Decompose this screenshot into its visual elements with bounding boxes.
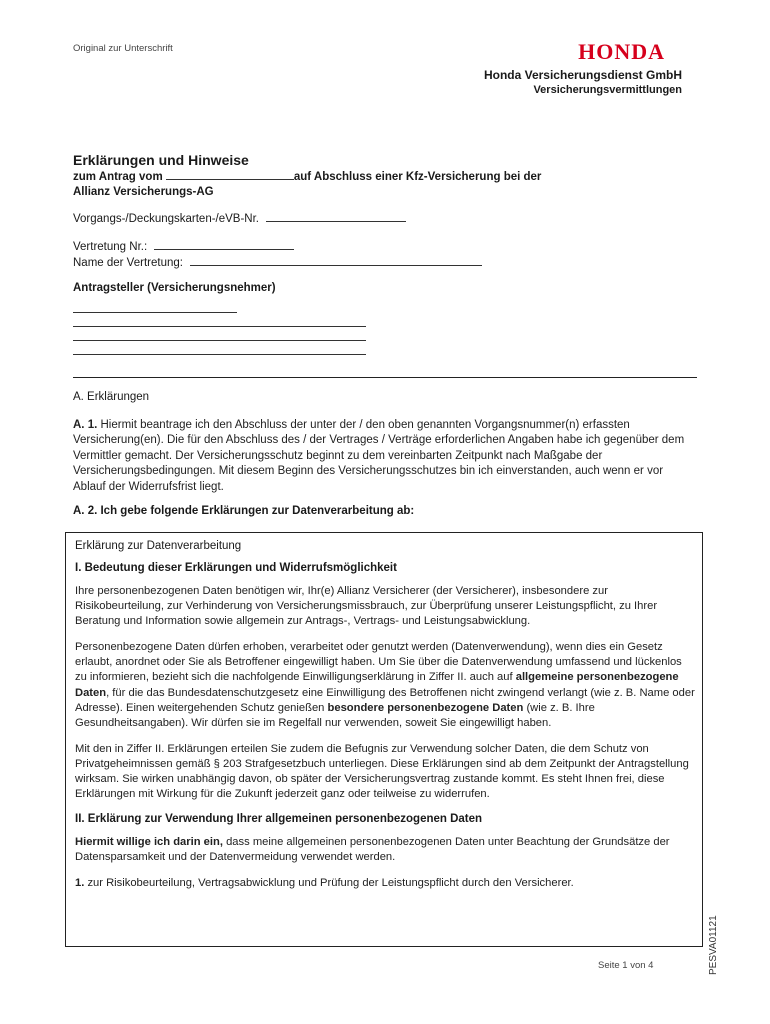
- p2-bold-allgemeine: allgemeine personenbezogene Daten: [75, 671, 679, 699]
- document-subtitle: [73, 168, 653, 200]
- a1-number: A. 1.: [73, 419, 98, 431]
- antragsteller-line-4[interactable]: [73, 354, 366, 355]
- p4-bold: Hiermit willige ich darin ein,: [75, 836, 223, 849]
- page-number: Seite 1 von 4: [598, 960, 654, 971]
- vertretung-nr-row: [73, 238, 294, 253]
- vorgang-field[interactable]: [266, 210, 406, 222]
- p2-part-a: Personenbezogene Daten dürfen erhoben, verarbeitet oder genutzt werden (Datenverwendung), wenn dies ein Gesetz erlaubt, anordnet oder Sie als Betroffener eingewilligt haben. Um Sie über die Datenverwendung umfassend und lückenlos zu informieren, bezieht sich die nachfolgende Einwilligungserklärung in Ziffer II. auch auf: [75, 641, 682, 684]
- p5-text: zur Risikobeurteilung, Vertragsabwicklung und Prüfung der Leistungspflicht durch den Versicherer.: [87, 877, 574, 890]
- vertretung-name-row: [73, 254, 482, 269]
- a1-paragraph: [73, 418, 698, 495]
- antragsteller-line-1[interactable]: [73, 312, 237, 313]
- antragsteller-line-2[interactable]: [73, 326, 366, 327]
- box-paragraph-2: [75, 640, 695, 731]
- box-paragraph-3: Mit den in Ziffer II. Erklärungen erteilen Sie zudem die Befugnis zur Verwendung solcher Daten, die dem Schutz von Privatgeheimnissen gemäß § 203 Strafgesetzbuch unterliegen. Diese Erklärungen sind ab dem Zeitpunkt der Antragstellung wirksam. Sie wirken unabhängig davon, ob später der Versicherungsvertrag zustande kommt. Es steht Ihnen frei, diese Erklärungen mit Wirkung für die Zukunft jederzeit ganz oder teilweise zu widerrufen.: [75, 742, 689, 801]
- datenverarbeitung-box: [65, 532, 703, 947]
- box-paragraph-5: [75, 876, 695, 891]
- antragsteller-line-3[interactable]: [73, 340, 366, 341]
- company-subtitle: Versicherungsvermittlungen: [533, 84, 682, 96]
- vertretung-nr-field[interactable]: [154, 238, 294, 250]
- antrag-suffix: auf Abschluss einer Kfz-Versicherung bei der: [293, 171, 542, 183]
- box-heading: Erklärung zur Datenverarbeitung: [75, 540, 242, 552]
- company-name: Honda Versicherungsdienst GmbH: [483, 68, 682, 82]
- vertretung-name-label: Name der Vertretung:: [73, 257, 183, 269]
- p2-part-c: , für die das Bundesdatenschutzgesetz eine Einwilligung des Betroffenen nicht zwingend verlangt (wie z. B. Name oder Adresse). Einen weitergehenden Schutz genießen: [75, 686, 695, 714]
- box-paragraph-1: Ihre personenbezogenen Daten benötigen wir, Ihr(e) Allianz Versicherer (der Versicherer), insbesondere zur Risikobeurteilung, zur Verhinderung von Versicherungsmissbrauch, zur Überprüfung unserer Leistungspflicht, zu Ihrer Beratung und Information sowie allgemein zur Antrags-, Vertrags- und Leistungsabwicklung.: [75, 585, 658, 628]
- antrag-prefix: zum Antrag vom: [73, 171, 163, 183]
- a1-text: Hiermit beantrage ich den Abschluss der unter der / den oben genannten Vorgangsnummer(n) erfassten Versicherung(en). Die für den Abschluss des / der Vertrages / Verträge erforderlichen Angaben habe ich gegenüber dem Vermittler gemacht. Der Versicherungsschutz beginnt zu dem vereinbarten Zeitpunkt nach Maßgabe der Versicherungsbedingungen. Mit diesem Beginn des Versicherungsschutzes bin ich einverstanden, auch wenn er vor Ablauf der Widerrufsfrist liegt.: [73, 419, 685, 493]
- company-block: [484, 68, 682, 97]
- p2-bold-besondere: besondere personenbezogene Daten: [327, 701, 524, 714]
- box-subheading-2: II. Erklärung zur Verwendung Ihrer allgemeinen personenbezogenen Daten: [75, 813, 483, 826]
- section-a-heading: A. Erklärungen: [73, 391, 150, 403]
- form-code: PESVA01121: [708, 915, 719, 975]
- insurer-name: Allianz Versicherungs-AG: [73, 186, 214, 198]
- honda-logo: [530, 40, 665, 62]
- p5-number: 1.: [75, 877, 85, 890]
- vorgang-label: Vorgangs-/Deckungskarten-/eVB-Nr.: [73, 213, 260, 225]
- vorgang-row: [73, 210, 406, 225]
- box-subheading-1: I. Bedeutung dieser Erklärungen und Widerrufsmöglichkeit: [75, 562, 397, 574]
- honda-logo-text: HONDA: [578, 40, 665, 62]
- a2-heading: A. 2. Ich gebe folgende Erklärungen zur Datenverarbeitung ab:: [73, 505, 415, 517]
- vertretung-nr-label: Vertretung Nr.:: [73, 241, 148, 253]
- vertretung-name-field[interactable]: [190, 254, 482, 266]
- top-note: Original zur Unterschrift: [73, 43, 173, 54]
- section-divider: [73, 377, 697, 378]
- p2-part-e: (wie z. B. Ihre Gesundheitsangaben). Wir dürfen sie im Regelfall nur verwenden, soweit Sie eingewilligt haben.: [75, 701, 595, 729]
- antrag-date-field[interactable]: [166, 168, 294, 180]
- box-paragraph-4: [75, 835, 695, 865]
- p4-text: dass meine allgemeinen personenbezogenen Daten unter Beachtung der Grundsätze der Datensparsamkeit und der Datenvermeidung verwendet werden.: [75, 836, 670, 864]
- document-title: Erklärungen und Hinweise: [73, 152, 249, 168]
- antragsteller-label: Antragsteller (Versicherungsnehmer): [73, 282, 276, 294]
